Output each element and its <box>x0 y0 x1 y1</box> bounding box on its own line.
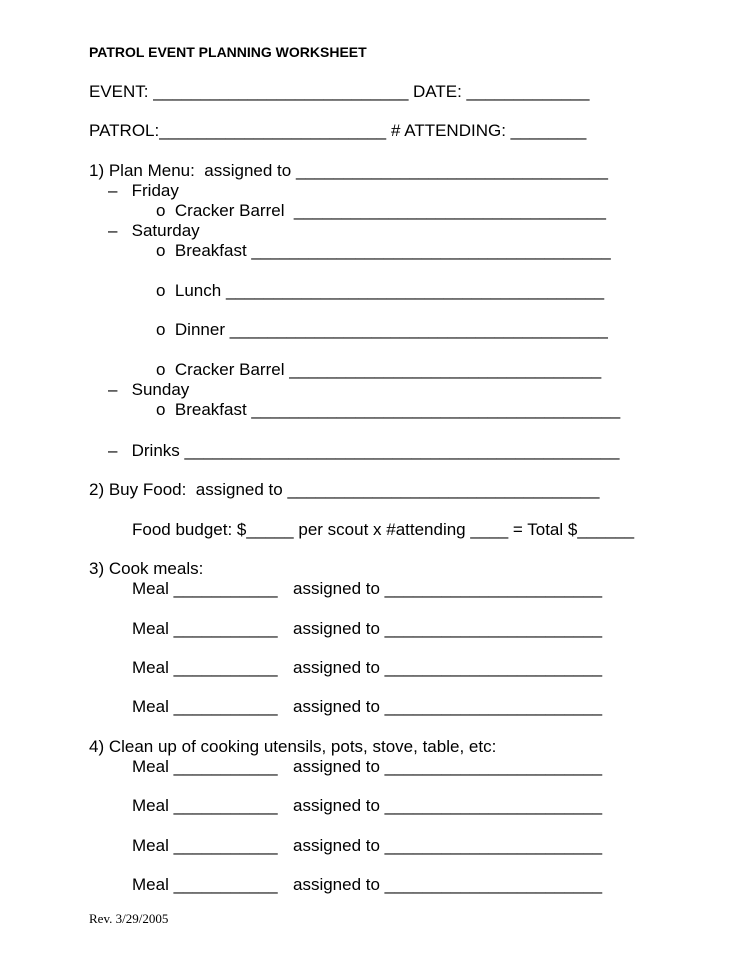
cook-assigned-field[interactable]: assigned to _______________________ <box>293 619 603 638</box>
cleanup-assigned-field[interactable]: assigned to _______________________ <box>293 796 603 815</box>
cook-meal-field[interactable]: Meal ___________ <box>132 579 278 598</box>
sunday-label: – Sunday <box>108 380 190 399</box>
cook-assigned-field[interactable]: assigned to _______________________ <box>293 658 603 677</box>
cook-meal-field[interactable]: Meal ___________ <box>132 697 278 716</box>
cleanup-meal-field[interactable]: Meal ___________ <box>132 757 278 776</box>
buy-food-heading[interactable]: 2) Buy Food: assigned to _________________________________ <box>89 480 600 499</box>
saturday-dinner-field[interactable]: o Dinner ________________________________________ <box>156 320 608 339</box>
friday-cracker-barrel-field[interactable]: o Cracker Barrel _________________________________ <box>156 201 606 220</box>
revision-date: Rev. 3/29/2005 <box>89 911 169 926</box>
cleanup-assigned-field[interactable]: assigned to _______________________ <box>293 875 603 894</box>
cleanup-meal-field[interactable]: Meal ___________ <box>132 836 278 855</box>
cleanup-assigned-field[interactable]: assigned to _______________________ <box>293 836 603 855</box>
cleanup-meal-field[interactable]: Meal ___________ <box>132 796 278 815</box>
cleanup-heading: 4) Clean up of cooking utensils, pots, stove, table, etc: <box>89 737 497 756</box>
saturday-breakfast-field[interactable]: o Breakfast ______________________________________ <box>156 241 611 260</box>
cook-assigned-field[interactable]: assigned to _______________________ <box>293 579 603 598</box>
saturday-label: – Saturday <box>108 221 200 240</box>
drinks-field[interactable]: – Drinks ______________________________________________ <box>108 441 620 460</box>
event-field[interactable]: EVENT: ___________________________ <box>89 82 409 101</box>
cook-meal-field[interactable]: Meal ___________ <box>132 658 278 677</box>
cleanup-meal-field[interactable]: Meal ___________ <box>132 875 278 894</box>
friday-label: – Friday <box>108 181 179 200</box>
cleanup-assigned-field[interactable]: assigned to _______________________ <box>293 757 603 776</box>
saturday-lunch-field[interactable]: o Lunch ________________________________________ <box>156 281 605 300</box>
food-budget-line[interactable]: Food budget: $_____ per scout x #attending ____ = Total $______ <box>132 520 635 539</box>
saturday-cracker-barrel-field[interactable]: o Cracker Barrel _________________________________ <box>156 360 602 379</box>
patrol-field[interactable]: PATROL:________________________ <box>89 121 387 140</box>
sunday-breakfast-field[interactable]: o Breakfast _______________________________________ <box>156 400 621 419</box>
page-title: PATROL EVENT PLANNING WORKSHEET <box>89 44 367 60</box>
attending-field[interactable]: # ATTENDING: ________ <box>391 121 587 140</box>
plan-menu-heading[interactable]: 1) Plan Menu: assigned to _________________________________ <box>89 161 608 180</box>
cook-meals-heading: 3) Cook meals: <box>89 559 204 578</box>
cook-assigned-field[interactable]: assigned to _______________________ <box>293 697 603 716</box>
date-field[interactable]: DATE: _____________ <box>413 82 590 101</box>
cook-meal-field[interactable]: Meal ___________ <box>132 619 278 638</box>
